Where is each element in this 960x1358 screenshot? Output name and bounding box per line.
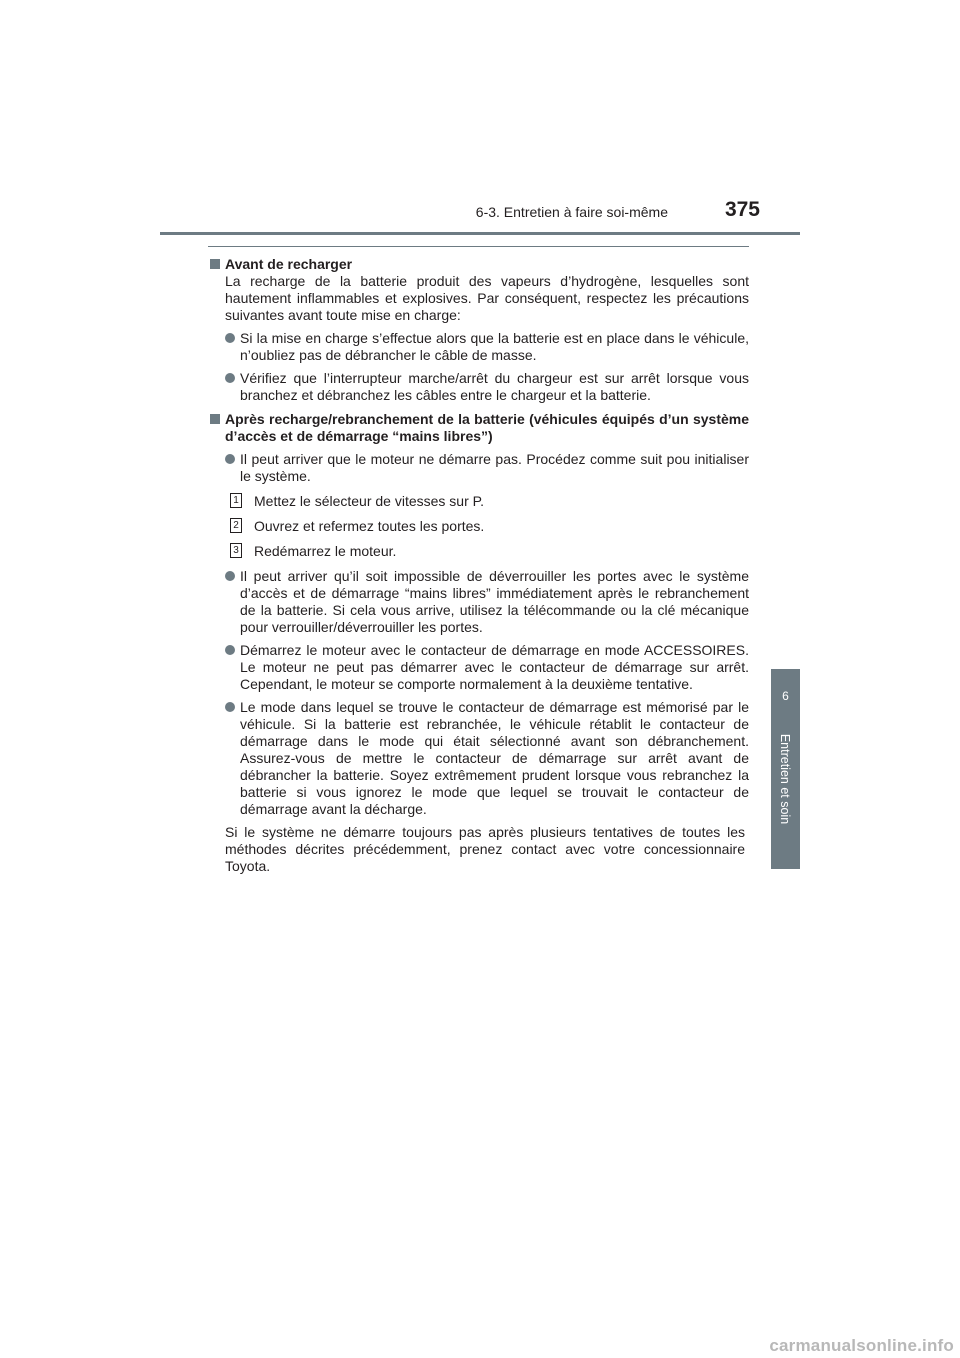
square-bullet-icon <box>210 259 220 269</box>
round-bullet-icon <box>225 571 235 581</box>
list-item: Si la mise en charge s’effectue alors que la batterie est en place dans le véhicule, n’oubliez pas de débrancher le câble de masse. <box>209 330 749 364</box>
list-item: Il peut arriver qu’il soit impossible de déverrouiller les portes avec le système d’accès et de démarrage “mains libres” immédiatement après le rebranchement de la batterie. Si cela vous arrive, utilisez la télécommande ou la clé mécanique pour verrouiller/déverrouiller les portes. <box>209 568 749 636</box>
step-number-badge: 1 <box>230 493 242 508</box>
square-bullet-icon <box>210 414 220 424</box>
closing-paragraph: Si le système ne démarre toujours pas après plusieurs tentatives de toutes les méthodes décrites précédemment, prenez contact avec votre concessionnaire Toyota. <box>225 824 745 874</box>
content-divider <box>208 246 749 247</box>
step-number-badge: 2 <box>230 518 242 533</box>
round-bullet-icon <box>225 645 235 655</box>
header-divider <box>160 232 800 235</box>
round-bullet-icon <box>225 702 235 712</box>
watermark: carmanualsonline.info <box>769 1336 954 1355</box>
round-bullet-icon <box>225 454 235 464</box>
page-content <box>209 256 749 875</box>
procedure-step: 2 Ouvrez et refermez toutes les portes. <box>209 518 749 535</box>
list-item: Le mode dans lequel se trouve le contacteur de démarrage est mémorisé par le véhicule. Si la batterie est rebranchée, le véhicule rétablit le contacteur de démarrage dans le mode qui était sélectionné avant son débranchement. Assurez-vous de mettre le contacteur de démarrage sur arrêt avant de débrancher la batterie. Soyez extrêmement prudent lorsque vous rebranchez la batterie si vous ignorez le mode que lequel se trouvait le contacteur de démarrage avant la décharge. <box>209 699 749 818</box>
list-item: Démarrez le moteur avec le contacteur de démarrage en mode ACCESSOIRES. Le moteur ne peut pas démarrer avec le contacteur de démarrage sur arrêt. Cependant, le moteur se comporte normalement à la deuxième tentative. <box>209 642 749 693</box>
chapter-number: 6 <box>782 689 789 703</box>
list-item: Vérifiez que l’interrupteur marche/arrêt du chargeur est sur arrêt lorsque vous branchez et débranchez les câbles entre le chargeur et la batterie. <box>209 370 749 404</box>
chapter-label: Entretien et soin <box>778 733 792 825</box>
round-bullet-icon <box>225 333 235 343</box>
procedure-step: 1 Mettez le sélecteur de vitesses sur P. <box>209 493 749 510</box>
procedure-step: 3 Redémarrez le moteur. <box>209 543 749 560</box>
section-heading: Après recharge/rebranchement de la batterie (véhicules équipés d’un système d’accès et de démarrage “mains libres”) <box>209 411 749 445</box>
page-number: 375 <box>724 198 760 221</box>
list-item: Il peut arriver que le moteur ne démarre pas. Procédez comme suit pou initialiser le système. <box>209 451 749 485</box>
section-title: 6-3. Entretien à faire soi-même <box>475 204 668 220</box>
step-number-badge: 3 <box>230 543 242 558</box>
round-bullet-icon <box>225 373 235 383</box>
section-intro: La recharge de la batterie produit des vapeurs d’hydrogène, lesquelles sont hautement inflammables et explosives. Par conséquent, respectez les précautions suivantes avant toute mise en charge: <box>225 273 749 323</box>
section-heading: Avant de recharger <box>209 256 749 273</box>
